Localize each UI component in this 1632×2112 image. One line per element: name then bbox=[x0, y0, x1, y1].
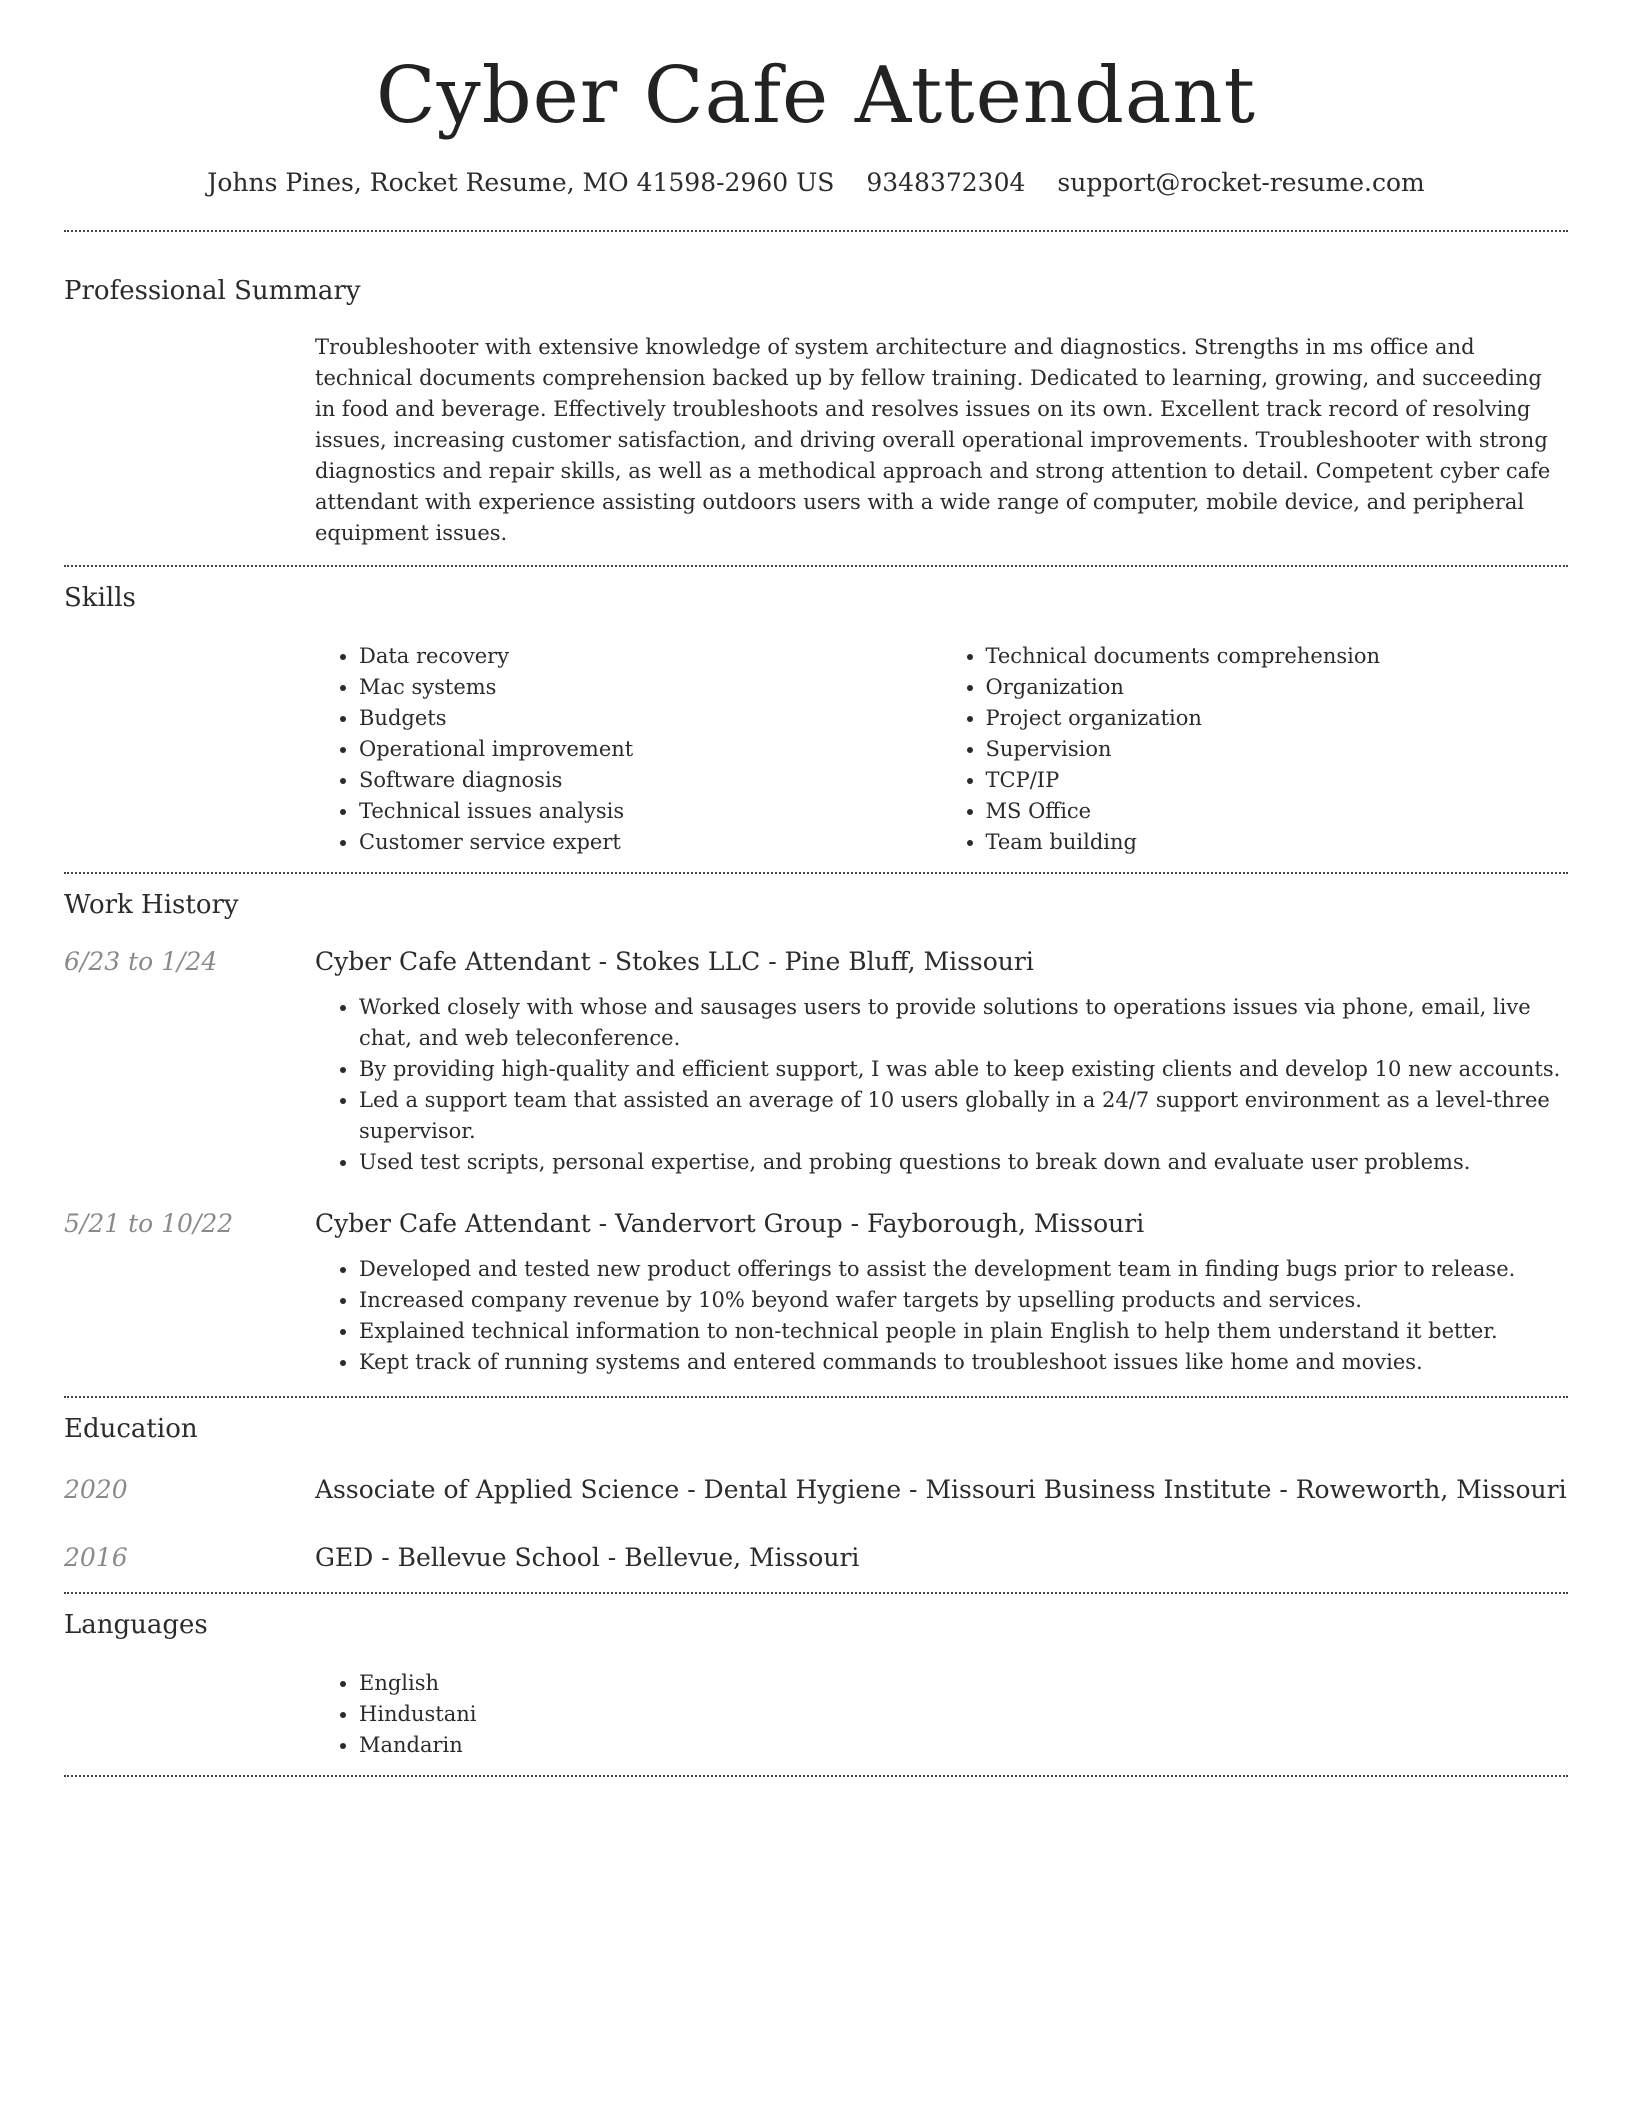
skill-item: • MS Office bbox=[986, 796, 1569, 827]
summary-section bbox=[64, 276, 1568, 565]
language-item: • English bbox=[359, 1668, 1568, 1699]
contact-email: support@rocket-resume.com bbox=[1057, 167, 1425, 197]
skills-list-right bbox=[942, 641, 1569, 858]
job-bullet: • Used test scripts, personal expertise, and probing questions to break down and evaluate user problems. bbox=[359, 1147, 1568, 1178]
job-bullets bbox=[315, 992, 1568, 1178]
job-dates: 6/23 to 1/24 bbox=[64, 946, 218, 976]
work-history-section bbox=[64, 874, 1568, 1396]
skills-section bbox=[64, 567, 1568, 872]
skill-item: • Supervision bbox=[986, 734, 1569, 765]
skill-item: • Project organization bbox=[986, 703, 1569, 734]
skill-item: • Software diagnosis bbox=[359, 765, 942, 796]
job-bullets bbox=[315, 1254, 1568, 1378]
skill-item: • Organization bbox=[986, 672, 1569, 703]
job-bullet: • Worked closely with whose and sausages users to provide solutions to operations issues via phone, email, live chat, and web teleconference. bbox=[359, 992, 1568, 1054]
job-body bbox=[315, 1208, 1568, 1378]
resume-header bbox=[64, 0, 1568, 197]
skills-heading: Skills bbox=[64, 582, 136, 613]
job-entry bbox=[64, 1208, 1568, 1378]
job-entry bbox=[64, 946, 1568, 1178]
skill-item: • Data recovery bbox=[359, 641, 942, 672]
job-bullet: • Explained technical information to non-technical people in plain English to help them understand it better. bbox=[359, 1316, 1568, 1347]
skill-item: • TCP/IP bbox=[986, 765, 1569, 796]
job-dates: 5/21 to 10/22 bbox=[64, 1208, 234, 1238]
work-history-heading: Work History bbox=[64, 889, 239, 920]
language-item: • Mandarin bbox=[359, 1730, 1568, 1761]
education-detail: GED - Bellevue School - Bellevue, Missouri bbox=[315, 1542, 860, 1572]
job-bullet: • Increased company revenue by 10% beyond wafer targets by upselling products and services. bbox=[359, 1285, 1568, 1316]
education-section bbox=[64, 1398, 1568, 1592]
summary-text: Troubleshooter with extensive knowledge of system architecture and diagnostics. Strengths in ms office and technical documents comprehension backed up by fellow training. Dedicated to learning, growing, and succeeding in food and beverage. Effectively troubleshoots and resolves issues on its own. Excellent track record of resolving issues, increasing customer satisfaction, and driving overall operational improvements. Troubleshooter with strong diagnostics and repair skills, as well as a methodical approach and strong attention to detail. Competent cyber cafe attendant with experience assisting outdoors users with a wide range of computer, mobile device, and peripheral equipment issues. bbox=[315, 334, 1551, 545]
job-bullet: • Developed and tested new product offerings to assist the development team in finding bugs prior to release. bbox=[359, 1254, 1568, 1285]
contact-address: Johns Pines, Rocket Resume, MO 41598-2960 US bbox=[207, 167, 835, 197]
job-bullet: • By providing high-quality and efficient support, I was able to keep existing clients and develop 10 new accounts. bbox=[359, 1054, 1568, 1085]
education-year: 2020 bbox=[64, 1474, 128, 1504]
job-bullet: • Kept track of running systems and entered commands to troubleshoot issues like home and movies. bbox=[359, 1347, 1568, 1378]
resume-name: Cyber Cafe Attendant bbox=[376, 51, 1256, 141]
languages-heading: Languages bbox=[64, 1609, 208, 1640]
job-title: Cyber Cafe Attendant - Vandervort Group - Fayborough, Missouri bbox=[315, 1208, 1145, 1238]
education-detail: Associate of Applied Science - Dental Hygiene - Missouri Business Institute - Roweworth, Missouri bbox=[315, 1474, 1567, 1504]
section-divider bbox=[64, 230, 1568, 232]
section-divider bbox=[64, 1775, 1568, 1777]
skill-item: • Technical documents comprehension bbox=[986, 641, 1569, 672]
languages-section bbox=[64, 1594, 1568, 1775]
education-entry bbox=[64, 1542, 1568, 1574]
skills-grid bbox=[315, 641, 1568, 872]
education-year: 2016 bbox=[64, 1542, 128, 1572]
skill-item: • Customer service expert bbox=[359, 827, 942, 858]
education-heading: Education bbox=[64, 1413, 198, 1444]
languages-list bbox=[315, 1668, 1568, 1775]
job-bullet: • Led a support team that assisted an average of 10 users globally in a 24/7 support environment as a level-three supervisor. bbox=[359, 1085, 1568, 1147]
education-entry bbox=[64, 1474, 1568, 1506]
skill-item: • Operational improvement bbox=[359, 734, 942, 765]
summary-heading: Professional Summary bbox=[64, 275, 361, 306]
job-body bbox=[315, 946, 1568, 1178]
skill-item: • Mac systems bbox=[359, 672, 942, 703]
skill-item: • Technical issues analysis bbox=[359, 796, 942, 827]
language-item: • Hindustani bbox=[359, 1699, 1568, 1730]
job-title: Cyber Cafe Attendant - Stokes LLC - Pine Bluff, Missouri bbox=[315, 946, 1034, 976]
skill-item: • Budgets bbox=[359, 703, 942, 734]
contact-phone: 9348372304 bbox=[866, 167, 1026, 197]
skills-list-left bbox=[315, 641, 942, 858]
contact-line bbox=[64, 168, 1568, 197]
skill-item: • Team building bbox=[986, 827, 1569, 858]
